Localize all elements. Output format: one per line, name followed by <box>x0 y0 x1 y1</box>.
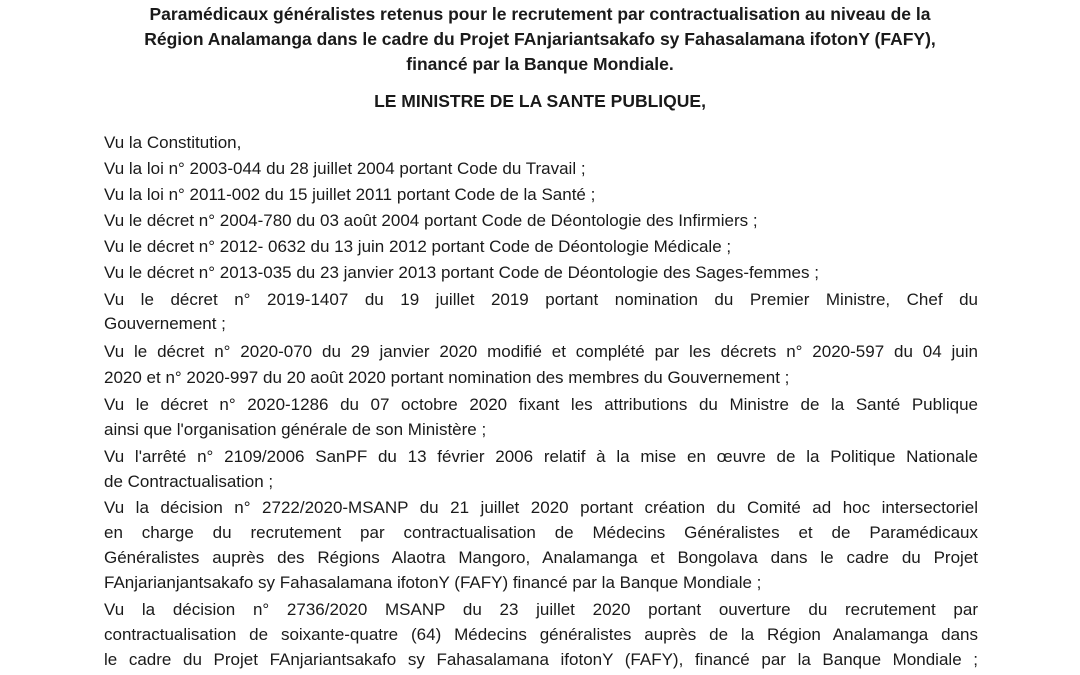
visa-line: Vu la Constitution, <box>104 133 242 152</box>
visa-line: Vu le décret n° 2019-1407 du 19 juillet 2019 portant nomination du Premier Ministre, Chef du <box>104 290 978 309</box>
visa-line: Vu le décret n° 2012- 0632 du 13 juin 2012 portant Code de Déontologie Médicale ; <box>104 237 732 256</box>
visa-line: Gouvernement ; <box>104 314 226 333</box>
visa-line: Vu la décision n° 2736/2020 MSANP du 23 juillet 2020 portant ouverture du recrutement par <box>104 600 978 619</box>
visa-line: Vu l'arrêté n° 2109/2006 SanPF du 13 février 2006 relatif à la mise en œuvre de la Politique Nationale <box>104 447 978 466</box>
visa-line: Vu la décision n° 2722/2020-MSANP du 21 juillet 2020 portant création du Comité ad hoc intersectoriel <box>104 498 978 517</box>
visa-line: Vu le décret n° 2020-070 du 29 janvier 2020 modifié et complété par les décrets n° 2020-597 du 04 juin <box>104 342 978 361</box>
document-title-line-2: Région Analamanga dans le cadre du Projet FAnjariantsakafo sy Fahasalamana ifotonY (FAFY), <box>144 29 936 49</box>
visa-line: le cadre du Projet FAnjariantsakafo sy Fahasalamana ifotonY (FAFY), financé par la Banque Mondiale ; <box>104 650 978 669</box>
visa-line: de Contractualisation ; <box>104 472 274 491</box>
visa-line: Vu le décret n° 2013-035 du 23 janvier 2013 portant Code de Déontologie des Sages-femmes ; <box>104 263 819 282</box>
visa-line: FAnjarianjantsakafo sy Fahasalamana ifotonY (FAFY) financé par la Banque Mondiale ; <box>104 573 762 592</box>
visa-line: Vu le décret n° 2004-780 du 03 août 2004 portant Code de Déontologie des Infirmiers ; <box>104 211 758 230</box>
visa-line: Vu la loi n° 2011-002 du 15 juillet 2011 portant Code de la Santé ; <box>104 185 596 204</box>
visa-line: Vu le décret n° 2020-1286 du 07 octobre 2020 fixant les attributions du Ministre de la Santé Publique <box>104 395 978 414</box>
visa-line: ainsi que l'organisation générale de son Ministère ; <box>104 420 487 439</box>
document-title-line-1: Paramédicaux généralistes retenus pour le recrutement par contractualisation au niveau de la <box>149 4 931 24</box>
visa-line: Généralistes auprès des Régions Alaotra Mangoro, Analamanga et Bongolava dans le cadre du Projet <box>104 548 978 567</box>
visa-line: contractualisation de soixante-quatre (64) Médecins généralistes auprès de la Région Analamanga dans <box>104 625 978 644</box>
visa-line: en charge du recrutement par contractualisation de Médecins Généralistes et de Paramédicaux <box>104 523 978 542</box>
document-title-line-3: financé par la Banque Mondiale. <box>406 54 674 74</box>
minister-heading: LE MINISTRE DE LA SANTE PUBLIQUE, <box>374 91 706 111</box>
visa-line: Vu la loi n° 2003-044 du 28 juillet 2004 portant Code du Travail ; <box>104 159 586 178</box>
visa-line: 2020 et n° 2020-997 du 20 août 2020 portant nomination des membres du Gouvernement ; <box>104 368 790 387</box>
